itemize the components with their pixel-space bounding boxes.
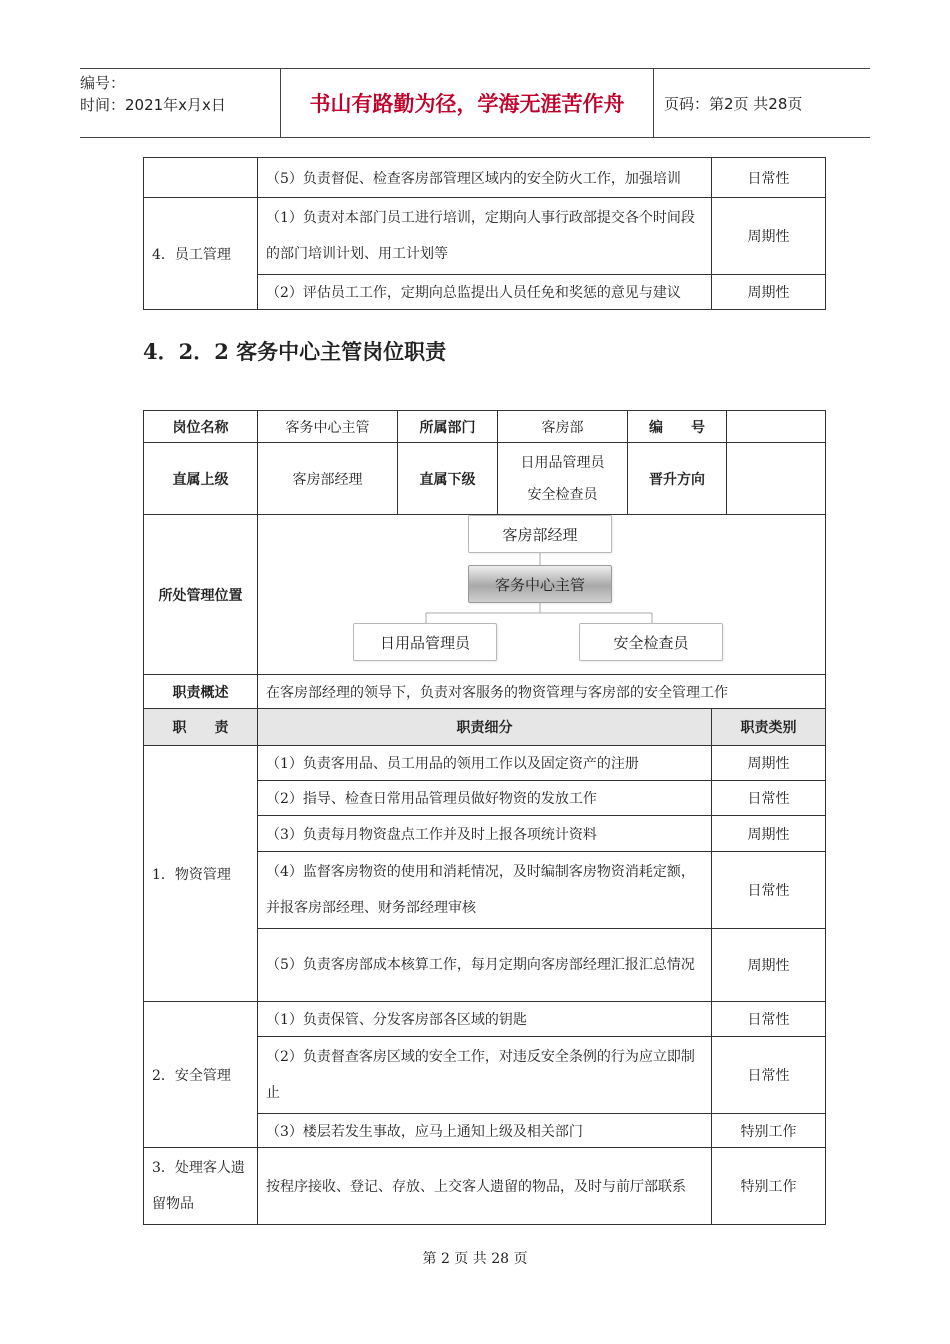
table-header-row (144, 709, 826, 746)
type-cell: 周期性 (712, 746, 826, 781)
subordinate-2: 安全检查员 (527, 486, 598, 503)
org-chart (258, 515, 825, 673)
section-title: 4．2．2 客务中心主管岗位职责 (143, 339, 447, 364)
page-footer: 第 2 页 共 28 页 (422, 1251, 528, 1267)
time-label: 时间：2021年x月x日 (80, 96, 226, 114)
position-info-table (143, 410, 826, 709)
department-value: 客房部 (498, 411, 628, 443)
duty-cell: 3．处理客人遗留物品 (144, 1148, 258, 1225)
duty-table (143, 708, 826, 1225)
number-label: 编号： (80, 74, 126, 92)
number-field-label: 编 号 (628, 411, 727, 443)
org-chart-cell (258, 515, 826, 675)
management-position-label: 所处管理位置 (144, 515, 258, 675)
superior-value: 客房部经理 (258, 443, 398, 515)
subordinate-value (498, 443, 628, 515)
summary-value: 在客房部经理的领导下，负责对客服务的物资管理与客房部的安全管理工作 (258, 675, 826, 709)
type-cell: 日常性 (712, 158, 826, 198)
duty-cell: 1．物资管理 (144, 746, 258, 1002)
table-row (144, 411, 826, 443)
table-row (144, 198, 826, 275)
detail-cell: （2）评估员工工作，定期向总监提出人员任免和奖惩的意见与建议 (258, 275, 712, 310)
detail-cell: （2）负责督查客房区域的安全工作，对违反安全条例的行为应立即制止 (258, 1037, 712, 1114)
duty-cell: 2．安全管理 (144, 1002, 258, 1148)
table-row (144, 443, 826, 515)
detail-cell: （1）负责客用品、员工用品的领用工作以及固定资产的注册 (258, 746, 712, 781)
type-cell: 周期性 (712, 816, 826, 852)
type-cell: 日常性 (712, 1002, 826, 1037)
table-row (144, 515, 826, 675)
duty-cell (144, 158, 258, 198)
detail-cell: （1）负责对本部门员工进行培训，定期向人事行政部提交各个时间段的部门培训计划、用工计划等 (258, 198, 712, 275)
duty-cell: 4．员工管理 (144, 198, 258, 310)
type-cell: 日常性 (712, 852, 826, 929)
table-row (144, 1002, 826, 1037)
position-name-label: 岗位名称 (144, 411, 258, 443)
org-node-supervisor: 客务中心主管 (468, 565, 612, 603)
top-duty-table (143, 157, 826, 310)
org-node-manager: 客房部经理 (468, 515, 612, 553)
table-row (144, 158, 826, 198)
header-type: 职责类别 (712, 709, 826, 746)
type-cell: 日常性 (712, 781, 826, 816)
subordinate-1: 日用品管理员 (520, 454, 605, 471)
summary-label: 职责概述 (144, 675, 258, 709)
department-label: 所属部门 (398, 411, 498, 443)
type-cell: 特别工作 (712, 1148, 826, 1225)
position-name-value: 客务中心主管 (258, 411, 398, 443)
type-cell: 周期性 (712, 929, 826, 1002)
detail-cell: （4）监督客房物资的使用和消耗情况，及时编制客房物资消耗定额，并报客房部经理、财务部经理审核 (258, 852, 712, 929)
table-row (144, 675, 826, 709)
type-cell: 日常性 (712, 1037, 826, 1114)
org-node-safety-inspector: 安全检查员 (579, 623, 723, 661)
detail-cell: （5）负责客房部成本核算工作，每月定期向客房部经理汇报汇总情况 (258, 929, 712, 1002)
detail-cell: （1）负责保管、分发客房部各区域的钥匙 (258, 1002, 712, 1037)
type-cell: 周期性 (712, 275, 826, 310)
table-row (144, 1148, 826, 1225)
detail-cell: （3）楼层若发生事故，应马上通知上级及相关部门 (258, 1114, 712, 1148)
subordinate-label: 直属下级 (398, 443, 498, 515)
detail-cell: （2）指导、检查日常用品管理员做好物资的发放工作 (258, 781, 712, 816)
page-header (80, 68, 870, 138)
detail-cell: （5）负责督促、检查客房部管理区域内的安全防火工作，加强培训 (258, 158, 712, 198)
number-field-value (727, 411, 826, 443)
type-cell: 特别工作 (712, 1114, 826, 1148)
promotion-label: 晋升方向 (628, 443, 727, 515)
header-motto: 书山有路勤为径，学海无涯苦作舟 (280, 69, 654, 137)
header-meta (80, 69, 280, 140)
type-cell: 周期性 (712, 198, 826, 275)
superior-label: 直属上级 (144, 443, 258, 515)
detail-cell: （3）负责每月物资盘点工作并及时上报各项统计资料 (258, 816, 712, 852)
detail-cell: 按程序接收、登记、存放、上交客人遗留的物品，及时与前厅部联系 (258, 1148, 712, 1225)
header-duty: 职 责 (144, 709, 258, 746)
header-detail: 职责细分 (258, 709, 712, 746)
header-page-info: 页码：第2页 共28页 (664, 94, 803, 113)
promotion-value (727, 443, 826, 515)
table-row (144, 746, 826, 781)
org-node-supplies-clerk: 日用品管理员 (353, 623, 497, 661)
